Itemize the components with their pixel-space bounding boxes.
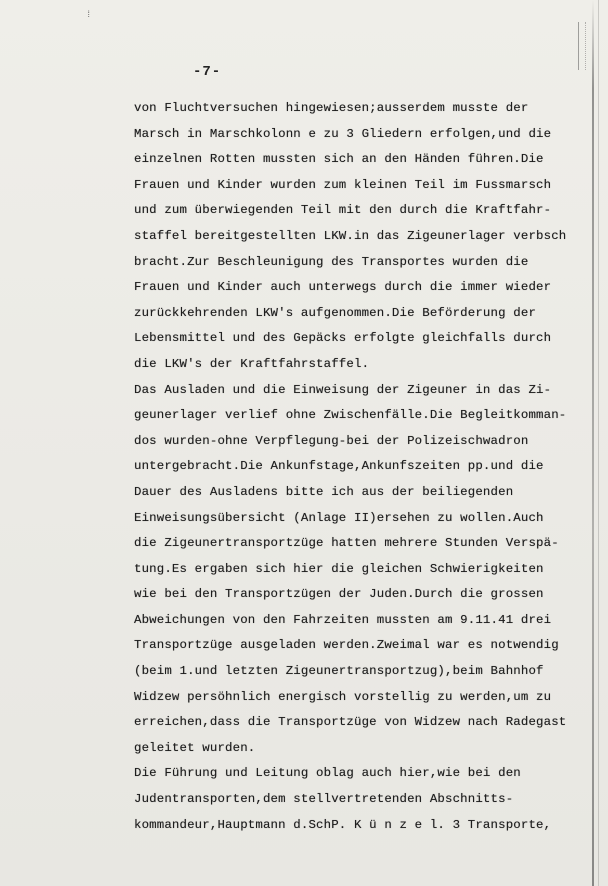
text-line: bracht.Zur Beschleunigung des Transportes wurden die <box>134 254 529 269</box>
text-line: die Zigeunertransportzüge hatten mehrere Stunden Verspä- <box>134 536 559 551</box>
text-line: Frauen und Kinder auch unterwegs durch die immer wieder <box>134 280 552 295</box>
text-line: die LKW's der Kraftfahrstaffel. <box>134 356 370 371</box>
margin-scan-mark <box>578 22 586 70</box>
text-line: Transportzüge ausgeladen werden.Zweimal war es notwendig <box>134 638 559 653</box>
text-line: Judentransporten,dem stellvertretenden Abschnitts- <box>134 792 514 807</box>
text-line: (beim 1.und letzten Zigeunertransportzug),beim Bahnhof <box>134 664 544 679</box>
text-line: Die Führung und Leitung oblag auch hier,wie bei den <box>134 766 521 781</box>
text-line: tung.Es ergaben sich hier die gleichen Schwierigkeiten <box>134 561 544 576</box>
corner-scan-mark: ⁞ <box>86 10 92 20</box>
text-line: dos wurden-ohne Verpflegung-bei der Polizeischwadron <box>134 433 529 448</box>
text-line: zurückkehrenden LKW's aufgenommen.Die Beförderung der <box>134 305 537 320</box>
text-line: wie bei den Transportzügen der Juden.Durch die grossen <box>134 587 544 602</box>
text-line: kommandeur,Hauptmann d.SchP. K ü n z e l. 3 Transporte, <box>134 817 552 832</box>
text-line: Widzew persöhnlich energisch vorstellig zu werden,um zu <box>134 689 552 704</box>
text-line: Lebensmittel und des Gepäcks erfolgte gleichfalls durch <box>134 331 552 346</box>
page-edge-shadow <box>592 0 594 886</box>
body-text <box>134 96 567 838</box>
text-line: Abweichungen von den Fahrzeiten mussten am 9.11.41 drei <box>134 612 552 627</box>
text-line: staffel bereitgestellten LKW.in das Zigeunerlager verbsch <box>134 228 567 243</box>
text-line: einzelnen Rotten mussten sich an den Händen führen.Die <box>134 152 544 167</box>
text-line: Einweisungsübersicht (Anlage II)ersehen zu wollen.Auch <box>134 510 544 525</box>
page-number: -7- <box>193 64 222 80</box>
text-line: erreichen,dass die Transportzüge von Widzew nach Radegast <box>134 715 567 730</box>
text-line: geleitet wurden. <box>134 740 256 755</box>
text-line: geunerlager verlief ohne Zwischenfälle.Die Begleitkomman- <box>134 408 567 423</box>
text-line: und zum überwiegenden Teil mit den durch die Kraftfahr- <box>134 203 552 218</box>
text-line: Das Ausladen und die Einweisung der Zigeuner in das Zi- <box>134 382 552 397</box>
text-line: Frauen und Kinder wurden zum kleinen Teil im Fussmarsch <box>134 177 552 192</box>
text-line: untergebracht.Die Ankunfstage,Ankunfszeiten pp.und die <box>134 459 544 474</box>
text-line: Marsch in Marschkolonn e zu 3 Gliedern erfolgen,und die <box>134 126 552 141</box>
page-edge-line <box>598 0 599 886</box>
text-line: Dauer des Ausladens bitte ich aus der beiliegenden <box>134 484 514 499</box>
text-line: von Fluchtversuchen hingewiesen;ausserdem musste der <box>134 101 529 115</box>
